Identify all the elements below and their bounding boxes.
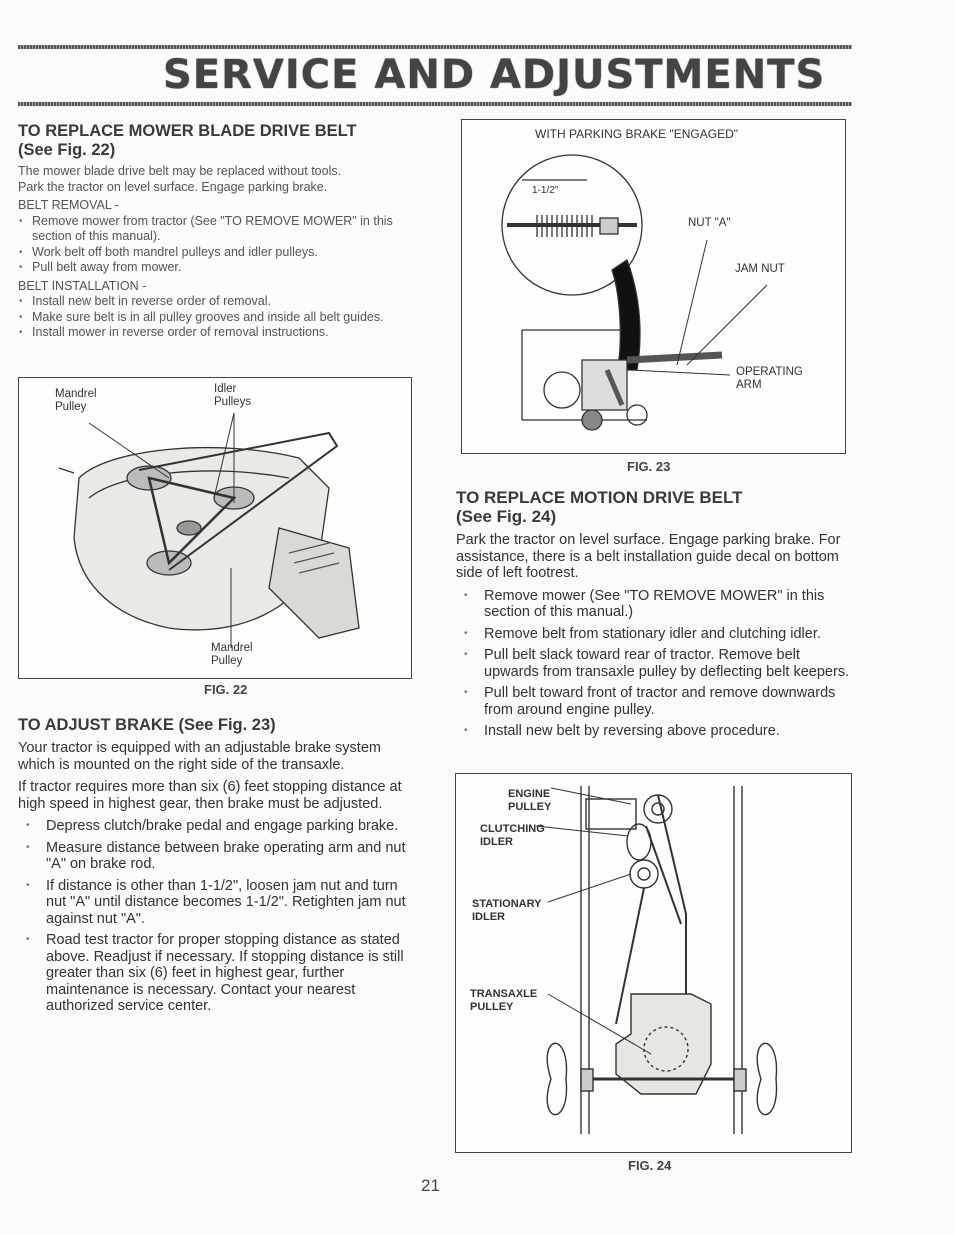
list-item: • Remove mower (See "TO REMOVE MOWER" in this section of this manual.) <box>456 588 852 621</box>
fig23-label-jam-nut: JAM NUT <box>735 263 785 275</box>
blade-belt-intro-2: Park the tractor on level surface. Engage parking brake. <box>18 179 328 194</box>
blade-belt-subheading: (See Fig. 22) <box>18 141 116 159</box>
brake-steps <box>18 818 413 1015</box>
mower-deck-drawing <box>19 378 411 678</box>
fig24-label-transaxle-pulley: TRANSAXLE PULLEY <box>470 988 538 1013</box>
fig23-label-dimension: 1-1/2" <box>532 185 559 196</box>
fig23-caption: FIG. 23 <box>627 459 671 474</box>
list-item: • Work belt off both mandrel pulleys and idler pulleys. <box>18 245 418 261</box>
list-item: • Install new belt by reversing above procedure. <box>456 723 852 740</box>
list-item: • Depress clutch/brake pedal and engage parking brake. <box>18 818 413 835</box>
list-item: • Pull belt toward front of tractor and remove downwards from around engine pulley. <box>456 685 852 718</box>
fig23-illustration <box>461 119 846 454</box>
page-title: SERVICE AND ADJUSTMENTS <box>163 52 826 98</box>
list-item: • Make sure belt is in all pulley grooves and inside all belt guides. <box>18 310 418 326</box>
header-rule-bottom <box>18 102 852 106</box>
header-rule-top <box>18 45 852 49</box>
fig24-caption: FIG. 24 <box>628 1158 672 1173</box>
fig24-label-stationary-idler: STATIONARY IDLER <box>472 898 542 923</box>
page-number: 21 <box>421 1176 440 1195</box>
blade-belt-heading: TO REPLACE MOWER BLADE DRIVE BELT <box>18 122 357 140</box>
blade-belt-intro-1: The mower blade drive belt may be replaced without tools. <box>18 164 342 178</box>
list-item: • Pull belt slack toward rear of tractor. Remove belt upwards from transaxle pulley by deflecting belt keepers. <box>456 647 852 680</box>
fig23-label-nut: NUT "A" <box>688 217 731 229</box>
list-item: • Remove belt from stationary idler and clutching idler. <box>456 626 852 643</box>
motion-belt-steps <box>456 588 852 740</box>
belt-removal-list <box>18 214 418 276</box>
list-item: • Install new belt in reverse order of removal. <box>18 294 418 310</box>
blade-belt-section <box>18 122 418 341</box>
brake-heading-sub: (See Fig. 23) <box>178 716 276 734</box>
fig24-illustration <box>455 773 852 1153</box>
list-item: • Measure distance between brake operating arm and nut "A" on brake rod. <box>18 840 413 873</box>
brake-heading <box>18 716 413 735</box>
belt-install-list <box>18 294 418 341</box>
fig23-label-operating-arm: OPERATING ARM <box>736 366 803 391</box>
fig22-label-mandrel-bottom: Mandrel Pulley <box>211 642 253 667</box>
list-item: • Install mower in reverse order of removal instructions. <box>18 325 418 341</box>
brake-section <box>18 716 413 1015</box>
brake-para-2: If tractor requires more than six (6) feet stopping distance at high speed in highest gear, then brake must be adjusted. <box>18 779 402 812</box>
brake-linkage-drawing <box>462 120 845 453</box>
motion-belt-subheading: (See Fig. 24) <box>456 507 557 526</box>
list-item: • Road test tractor for proper stopping distance as stated above. Readjust if necessary. If stopping distance is still greater than six (6) feet in highest gear, further maintenance is necessary. Contact your nearest authorized service center. <box>18 932 413 1015</box>
list-item: • If distance is other than 1-1/2", loosen jam nut and turn nut "A" until distance becomes 1-1/2". Retighten jam nut against nut "A". <box>18 878 413 928</box>
fig22-label-mandrel-top: Mandrel Pulley <box>55 388 97 413</box>
fig22-caption: FIG. 22 <box>204 682 248 697</box>
fig24-label-engine-pulley: ENGINE PULLEY <box>508 788 552 813</box>
motion-belt-section <box>456 488 852 740</box>
fig22-illustration <box>18 377 412 679</box>
fig23-title: WITH PARKING BRAKE "ENGAGED" <box>535 127 738 141</box>
brake-heading-text: TO ADJUST BRAKE <box>18 716 174 734</box>
belt-install-title: BELT INSTALLATION - <box>18 278 147 293</box>
motion-belt-intro: Park the tractor on level surface. Engage parking brake. For assistance, there is a belt installation guide decal on bottom side of left footrest. <box>456 532 841 581</box>
list-item: • Pull belt away from mower. <box>18 260 418 276</box>
fig24-label-clutching-idler: CLUTCHING IDLER <box>480 823 545 848</box>
motion-belt-heading: TO REPLACE MOTION DRIVE BELT <box>456 488 743 507</box>
brake-para-1: Your tractor is equipped with an adjustable brake system which is mounted on the right side of the transaxle. <box>18 740 381 773</box>
belt-removal-title: BELT REMOVAL - <box>18 198 119 212</box>
fig22-label-idler: Idler Pulleys <box>214 383 252 408</box>
list-item: • Remove mower from tractor (See "TO REMOVE MOWER" in this section of this manual). <box>18 214 418 245</box>
